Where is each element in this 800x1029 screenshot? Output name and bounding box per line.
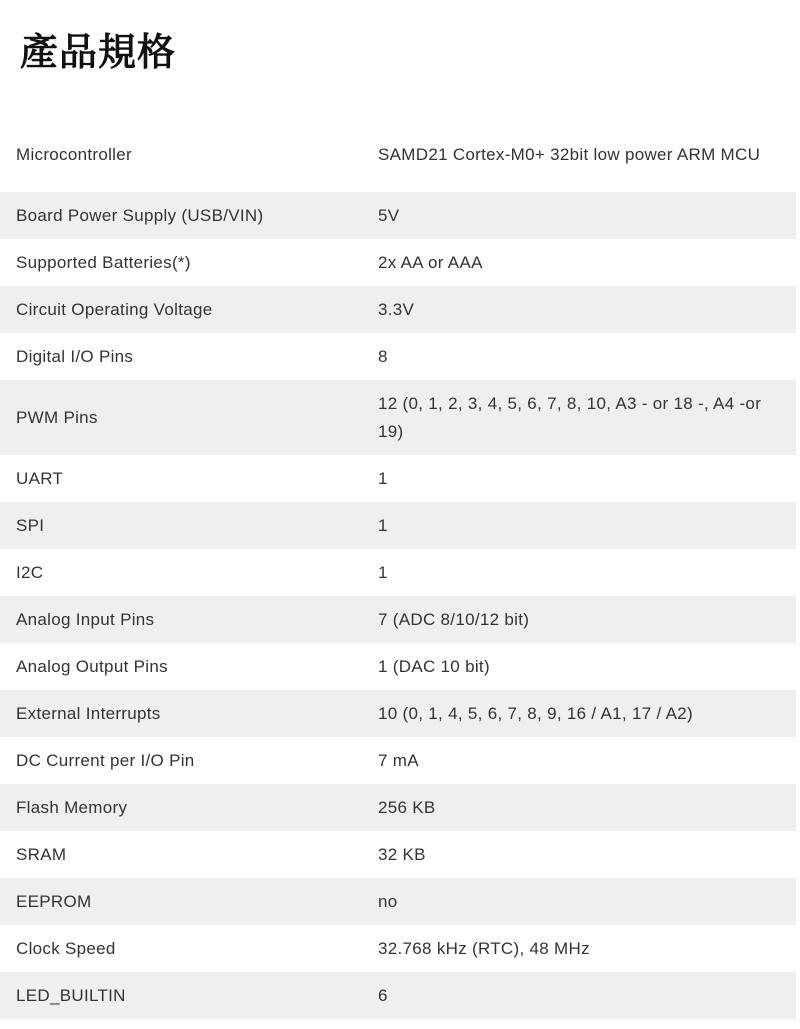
spec-value: 3.3V [378,299,415,319]
table-row [0,333,796,380]
spec-label: DC Current per I/O Pin [16,750,195,770]
spec-value: 5V [378,205,400,225]
table-row [0,784,796,831]
table-row [0,878,796,925]
spec-value: no [378,891,398,911]
table-row [0,286,796,333]
spec-value: 1 (DAC 10 bit) [378,656,490,676]
table-row [0,455,796,502]
table-row [0,380,796,455]
spec-label: External Interrupts [16,703,161,723]
spec-label: Supported Batteries(*) [16,252,191,272]
spec-value: 1 [378,562,388,582]
table-row [0,972,796,1019]
spec-label: Clock Speed [16,938,116,958]
spec-label: UART [16,468,64,488]
table-row [0,831,796,878]
spec-label: Digital I/O Pins [16,346,134,366]
spec-label: PWM Pins [16,407,98,427]
table-row [0,596,796,643]
table-row [0,643,796,690]
spec-label: Flash Memory [16,797,128,817]
spec-value: 8 [378,346,388,366]
table-row [0,192,796,239]
spec-table-body [0,117,796,1019]
spec-value: 256 KB [378,797,436,817]
table-row [0,925,796,972]
spec-value: 1 [378,515,388,535]
spec-label: Microcontroller [16,144,132,164]
spec-label: LED_BUILTIN [16,985,126,1005]
table-row [0,737,796,784]
spec-value: 1 [378,468,388,488]
table-row [0,117,796,192]
spec-value: 10 (0, 1, 4, 5, 6, 7, 8, 9, 16 / A1, 17 / A2) [378,703,693,723]
page-title: 產品規格 [20,30,177,74]
spec-value: 12 (0, 1, 2, 3, 4, 5, 6, 7, 8, 10, A3 - or 18 -, A4 -or 19) [378,393,762,441]
spec-label: Analog Output Pins [16,656,168,676]
spec-value: 7 (ADC 8/10/12 bit) [378,609,530,629]
spec-value: 6 [378,985,388,1005]
spec-label: I2C [16,562,44,582]
spec-label: Board Power Supply (USB/VIN) [16,205,264,225]
table-row [0,502,796,549]
spec-table [0,117,796,1019]
table-row [0,690,796,737]
spec-label: EEPROM [16,891,92,911]
spec-value: SAMD21 Cortex-M0+ 32bit low power ARM MCU [378,144,761,164]
spec-label: Circuit Operating Voltage [16,299,213,319]
spec-label: SPI [16,515,45,535]
spec-value: 7 mA [378,750,419,770]
table-row [0,549,796,596]
spec-value: 32.768 kHz (RTC), 48 MHz [378,938,590,958]
spec-value: 2x AA or AAA [378,252,483,272]
table-row [0,239,796,286]
spec-label: SRAM [16,844,67,864]
spec-value: 32 KB [378,844,426,864]
spec-label: Analog Input Pins [16,609,155,629]
